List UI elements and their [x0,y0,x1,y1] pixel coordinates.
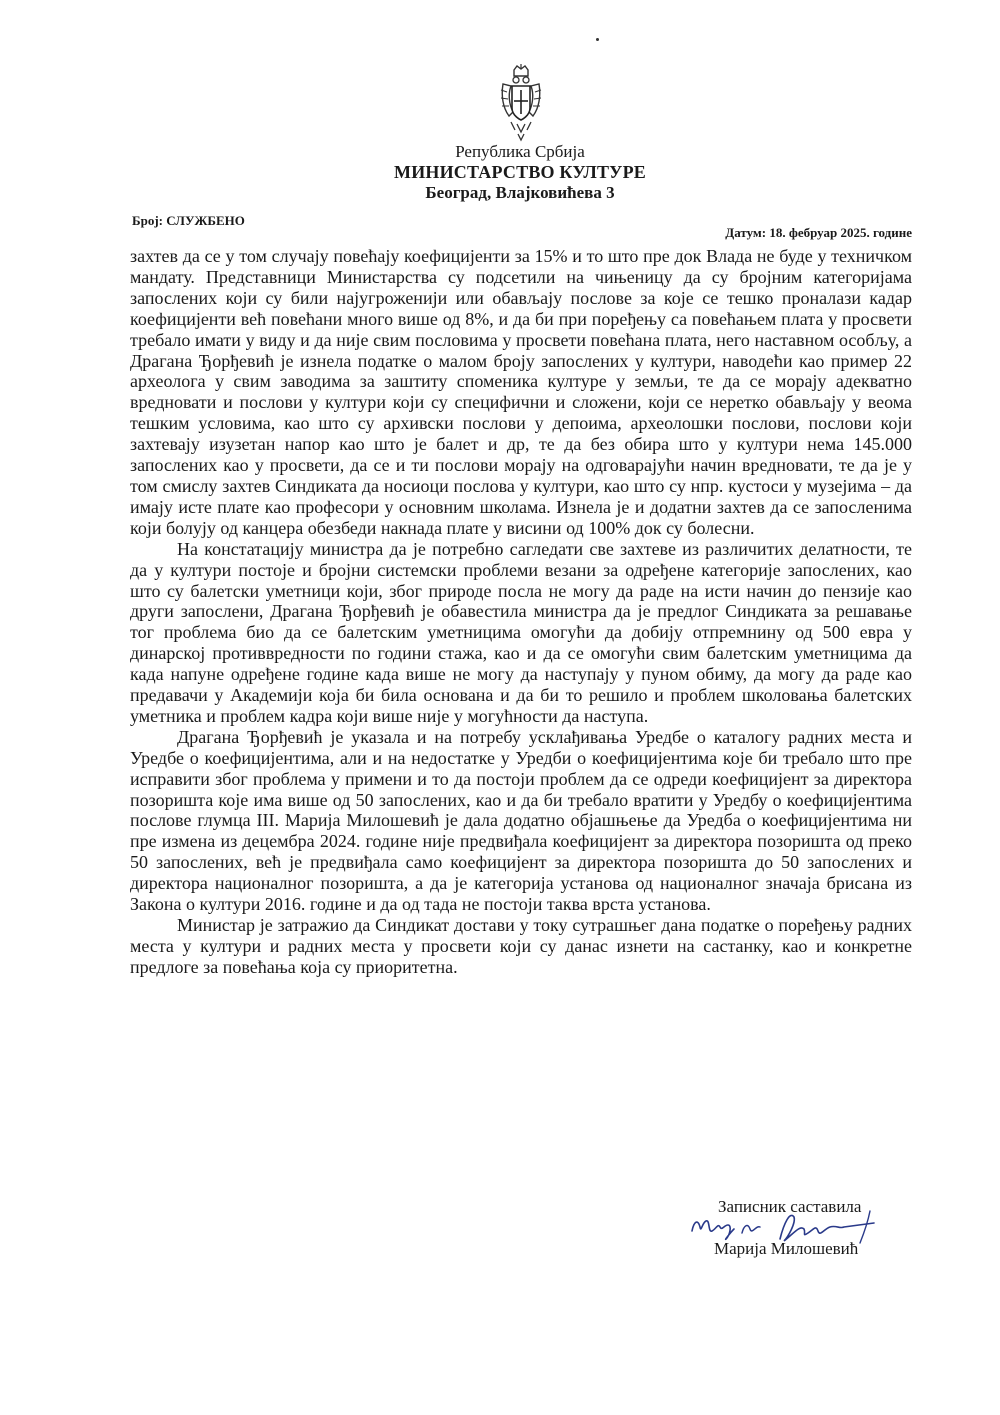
paragraph-4: Министар је затражио да Синдикат достави у току сутрашњег дана податке о поређењу радних места у култури и радних места у просвети који су данас изнети на састанку, као и конкретне предлоге за повећања која су приоритетна. [130,915,912,977]
document-body [130,246,912,978]
paragraph-3: Драгана Ђорђевић је указала и на потребу усклађивања Уредбе о каталогу радних места и Уредбе о коефицијентима, али и на недостатке у Уредби о коефицијентима које би требало што пре исправити због проблема у примени и то да постоји проблем да се одреди коефицијент за директора позоришта које има више од 50 запослених, као и да би требало вратити у Уредбу о коефицијентима послове глумца III. Марија Милошевић је дала додатно објашњење да Уредба о коефицијентима ни пре измена из децембра 2024. године није предвиђала коефицијент за директора позоришта од преко 50 запослених, већ је предвиђала само коефицијент за директора позоришта до 50 запослених и директора националног позоришта, а да је категорија установа од националног значаја брисана из Закона о култури 2016. године и да од тада не постоји таква врста установа. [130,726,912,915]
coat-of-arms-icon [497,64,545,144]
signature-label: Записник саставила [718,1197,862,1216]
document-date: Датум: 18. фебруар 2025. године [725,225,912,240]
scan-speck [596,38,599,41]
ministry-address: Београд, Влајковићева 3 [425,183,615,202]
document-number: Број: СЛУЖБЕНО [132,213,245,228]
republic-name: Република Србија [455,142,585,161]
signature-block [690,1193,930,1273]
paragraph-1: захтев да се у том случају повећају коефицијенти за 15% и то што пре док Влада не буде у техничком мандату. Представници Министарства су подсетили на чињеницу да су бројним категоријама запослених који су били најугроженији или обављају послове за које се тешко проналази кадар коефицијенти већ повећани много више од 8%, и да би при поређењу са повећањем плата у просвети требало имати у виду и да није свим пословима у просвети повећана плата, него наставном особљу, а Драгана Ђорђевић је изнела податке о малом броју запослених у култури, наводећи као пример 22 археолога у свим заводима за заштиту споменика културе у земљи, те да се морају адекватно вредновати и послови у култури који су специфични и сложени, који се неретко обављају у веома тешким условима, као што су архивски послови у депоима, археолошки послови, послови који захтевају изузетан напор као што је балет и др, те да без обира што у култури нема 145.000 запослених као у просвети, да се и ти послови морају на одговарајући начин вредновати, те да је у том смислу захтев Синдиката да носиоци послова у култури, као што су нпр. кустоси у музејима – да имају исте плате као професори у основним школама. Изнела је и додатни захтев да се запосленима који болују од канцера обезбеди накнада плате у висини од 100% док су болесни. [130,246,912,538]
signatory-name: Марија Милошевић [714,1239,859,1258]
ministry-name: МИНИСТАРСТВО КУЛТУРЕ [394,162,646,182]
paragraph-2: На констатацију министра да је потребно сагледати све захтеве из различитих делатности, те да у култури постоје и бројни системски проблеми везани за одређене категорије запослених, као што су балетски уметници који, због природе посла не могу да раде на исти начин до пензије као други запослени, Драгана Ђорђевић је обавестила министра да је предлог Синдиката за решавање тог проблема био да се балетским уметницима омогући да добију отпремнину од 500 евра у динарској противвредности по години стажа, као и да се омогући свим балетским уметницима да када напуне одређене године када више не могу да наступају у пуном обиму, да могу да раде као предавачи у Академији која би била основана и да би то решило и проблем школовања балетских уметника и проблем кадра који више није у могућности да наступа. [130,538,912,726]
